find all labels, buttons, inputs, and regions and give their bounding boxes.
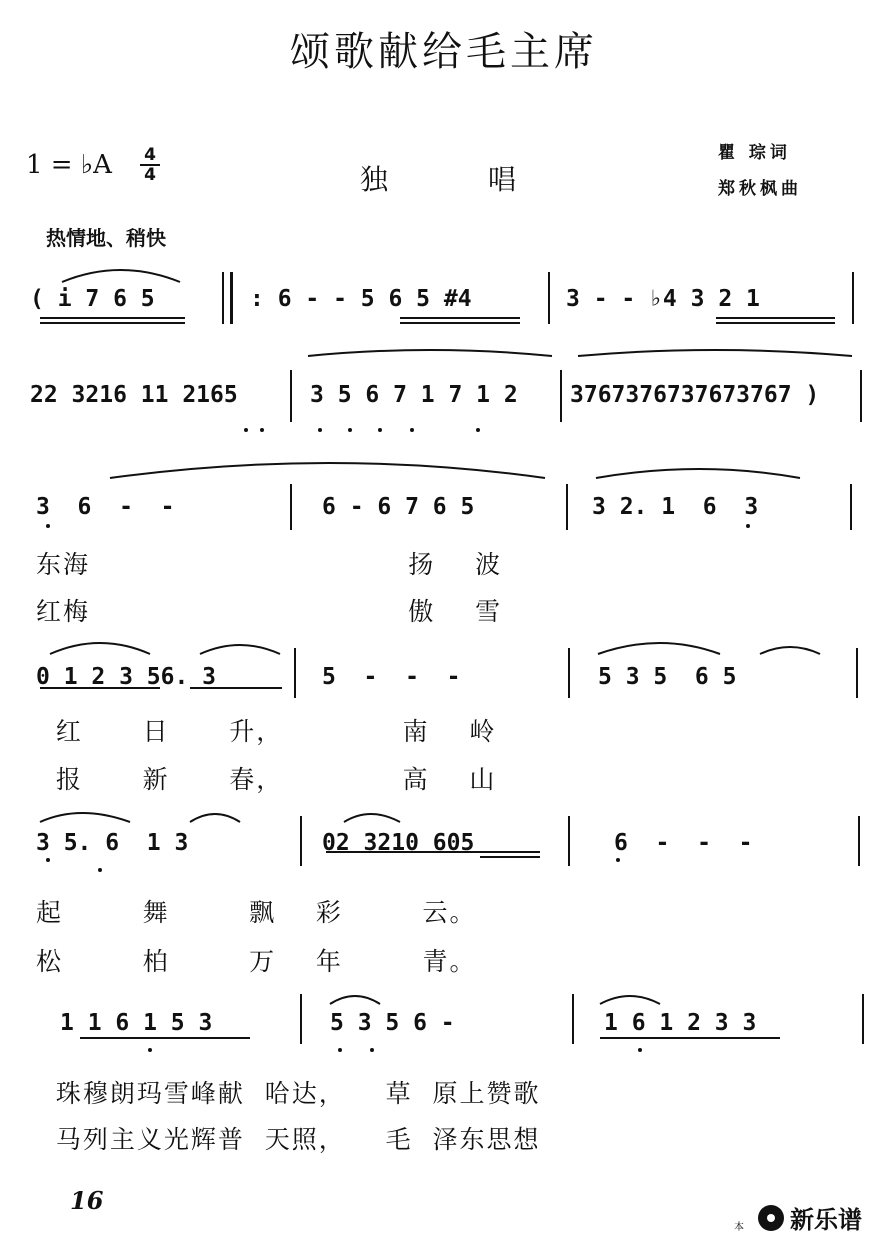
measure-notes: 3 6 - - — [36, 494, 175, 520]
measure-notes: 1 1 6 1 5 3 — [60, 1010, 213, 1036]
time-bottom: 4 — [140, 164, 160, 184]
lyric-verse-1: 珠穆朗玛雪峰献 哈达， 草 原上赞歌 — [36, 1079, 541, 1108]
measure-notes: 5 3 5 6 5 — [598, 664, 737, 690]
measure-notes: 5 3 5 6 - — [330, 1010, 455, 1036]
measure-notes: 0 1 2 3 56. 3 — [36, 664, 217, 690]
measure-notes: 3 5 6 7 1 7 1 2 — [310, 382, 518, 408]
record-disc-icon — [758, 1205, 784, 1231]
key-signature: 1 = ♭A — [26, 150, 112, 180]
performance-mode: 独唱 — [360, 163, 617, 196]
lyric-verse-1: 起 舞 飘 彩 云。 — [36, 898, 477, 927]
measure-notes: 3 2. 1 6 3 — [592, 494, 759, 520]
watermark-prefix: 本 — [734, 1222, 744, 1233]
lyric-verse-1: 红 日 升， 南 岭 — [36, 717, 497, 746]
lyric-verse-2: 报 新 春， 高 山 — [36, 765, 497, 794]
measure-notes: 6 - 6 7 6 5 — [322, 494, 475, 520]
measure-notes: 6 - - - — [614, 830, 753, 856]
measure-notes: 02 3210 605 — [322, 830, 475, 856]
lyric-verse-2: 红梅 傲 雪 — [36, 597, 503, 626]
measure-notes: 5 - - - — [322, 664, 461, 690]
measure-notes: 1 6 1 2 3 3 — [604, 1010, 757, 1036]
time-top: 4 — [144, 145, 156, 165]
site-logo — [758, 1200, 862, 1235]
measure-notes: 3 - - ♭4 3 2 1 — [566, 286, 760, 312]
lyric-verse-2: 松 柏 万 年 青。 — [36, 947, 477, 976]
composer-credit: 郑秋枫曲 — [718, 179, 802, 199]
lyricist-credit: 瞿 琮词 — [718, 143, 791, 163]
measure-notes: 22 3216 11 2165 — [30, 382, 238, 408]
measure-notes: 3767376737673767 ) — [570, 382, 820, 408]
tempo-marking: 热情地、稍快 — [46, 226, 166, 250]
measure-notes: ( i 7 6 5 — [30, 286, 155, 312]
site-logo-text: 新乐谱 — [790, 1206, 862, 1234]
page-title: 颂歌献给毛主席 — [290, 29, 598, 75]
measure-notes: 3 5. 6 1 3 — [36, 830, 189, 856]
lyric-verse-1: 东海 扬 波 — [36, 550, 503, 579]
lyric-verse-2: 马列主义光辉普 天照， 毛 泽东思想 — [36, 1125, 541, 1154]
measure-notes: : 6 - - 5 6 5 #4 — [250, 286, 472, 312]
page-number: 16 — [70, 1186, 104, 1215]
